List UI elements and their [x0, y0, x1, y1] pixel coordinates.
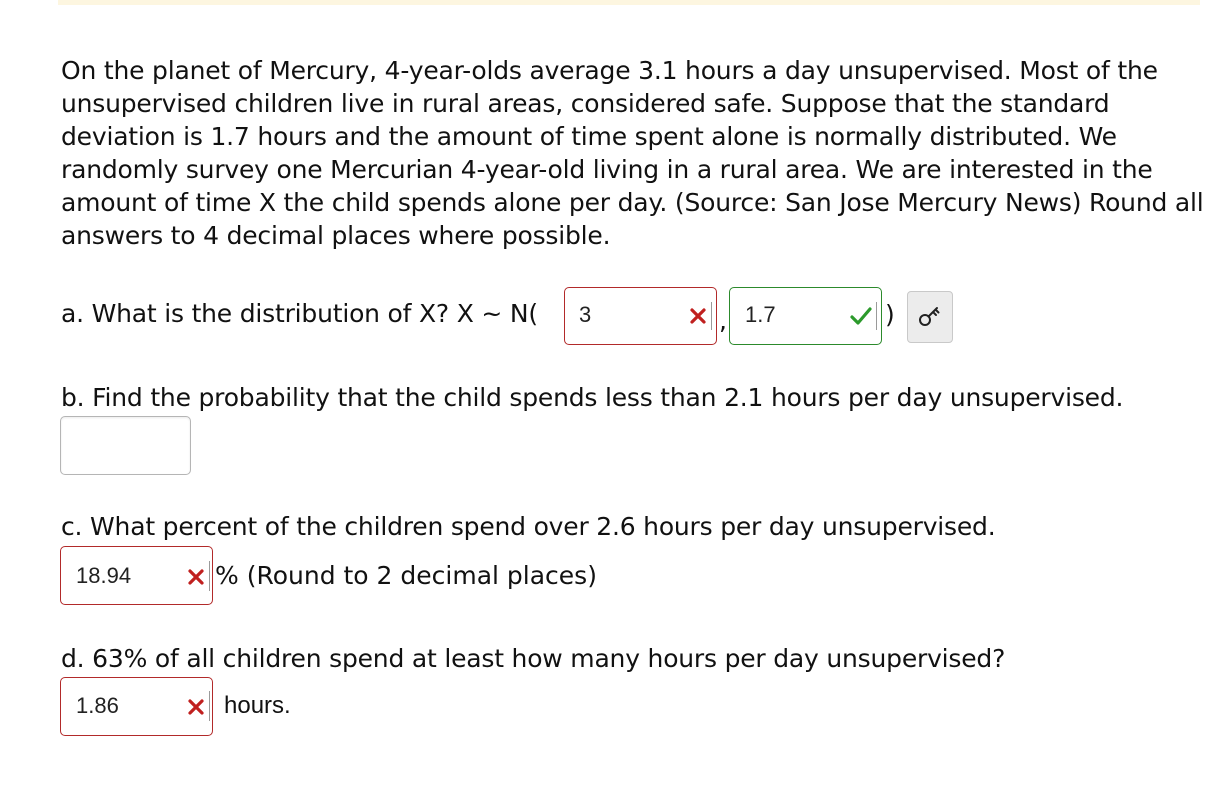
part-a-sd-value: 1.7	[745, 302, 776, 327]
part-d-answer-input[interactable]	[60, 677, 213, 736]
part-d-prompt: d. 63% of all children spend at least how many hours per day unsupervised?	[61, 644, 1006, 673]
input-separator	[209, 691, 210, 721]
input-separator	[711, 302, 712, 330]
part-a-mean-input[interactable]	[564, 287, 717, 345]
key-button[interactable]	[907, 291, 953, 343]
part-b-answer-input[interactable]	[60, 416, 191, 475]
part-a-mean-value: 3	[579, 302, 592, 327]
part-a-sd-input[interactable]	[729, 287, 882, 345]
incorrect-x-icon	[187, 568, 205, 586]
input-separator	[876, 302, 877, 330]
part-d-suffix: hours.	[224, 692, 291, 719]
top-banner-strip	[58, 0, 1200, 5]
part-c-answer-value: 18.94	[76, 563, 132, 588]
part-a-prompt: a. What is the distribution of X? X ~ N(	[61, 299, 538, 328]
incorrect-x-icon	[689, 307, 707, 325]
key-icon	[918, 305, 944, 329]
part-d-answer-value: 1.86	[76, 693, 119, 718]
part-c-answer-input[interactable]	[60, 546, 213, 605]
part-b-prompt: b. Find the probability that the child spends less than 2.1 hours per day unsupervised.	[61, 383, 1124, 412]
problem-statement: On the planet of Mercury, 4-year-olds average 3.1 hours a day unsupervised. Most of the unsupervised children live in rural areas, considered safe. Suppose that the standard deviation is 1.7 hours and the amount of time spent alone is normally distributed. We randomly survey one Mercurian 4-year-old living in a rural area. We are interested in the amount of time X the child spends alone per day. (Source: San Jose Mercury News) Round all answers to 4 decimal places where possible.	[61, 56, 1204, 250]
part-c-suffix: % (Round to 2 decimal places)	[215, 561, 597, 590]
correct-check-icon	[850, 306, 872, 326]
incorrect-x-icon	[187, 698, 205, 716]
input-separator	[209, 561, 210, 591]
part-a-close-paren: )	[885, 300, 895, 329]
part-c-prompt: c. What percent of the children spend over 2.6 hours per day unsupervised.	[61, 512, 996, 541]
part-a-comma: ,	[719, 306, 727, 335]
